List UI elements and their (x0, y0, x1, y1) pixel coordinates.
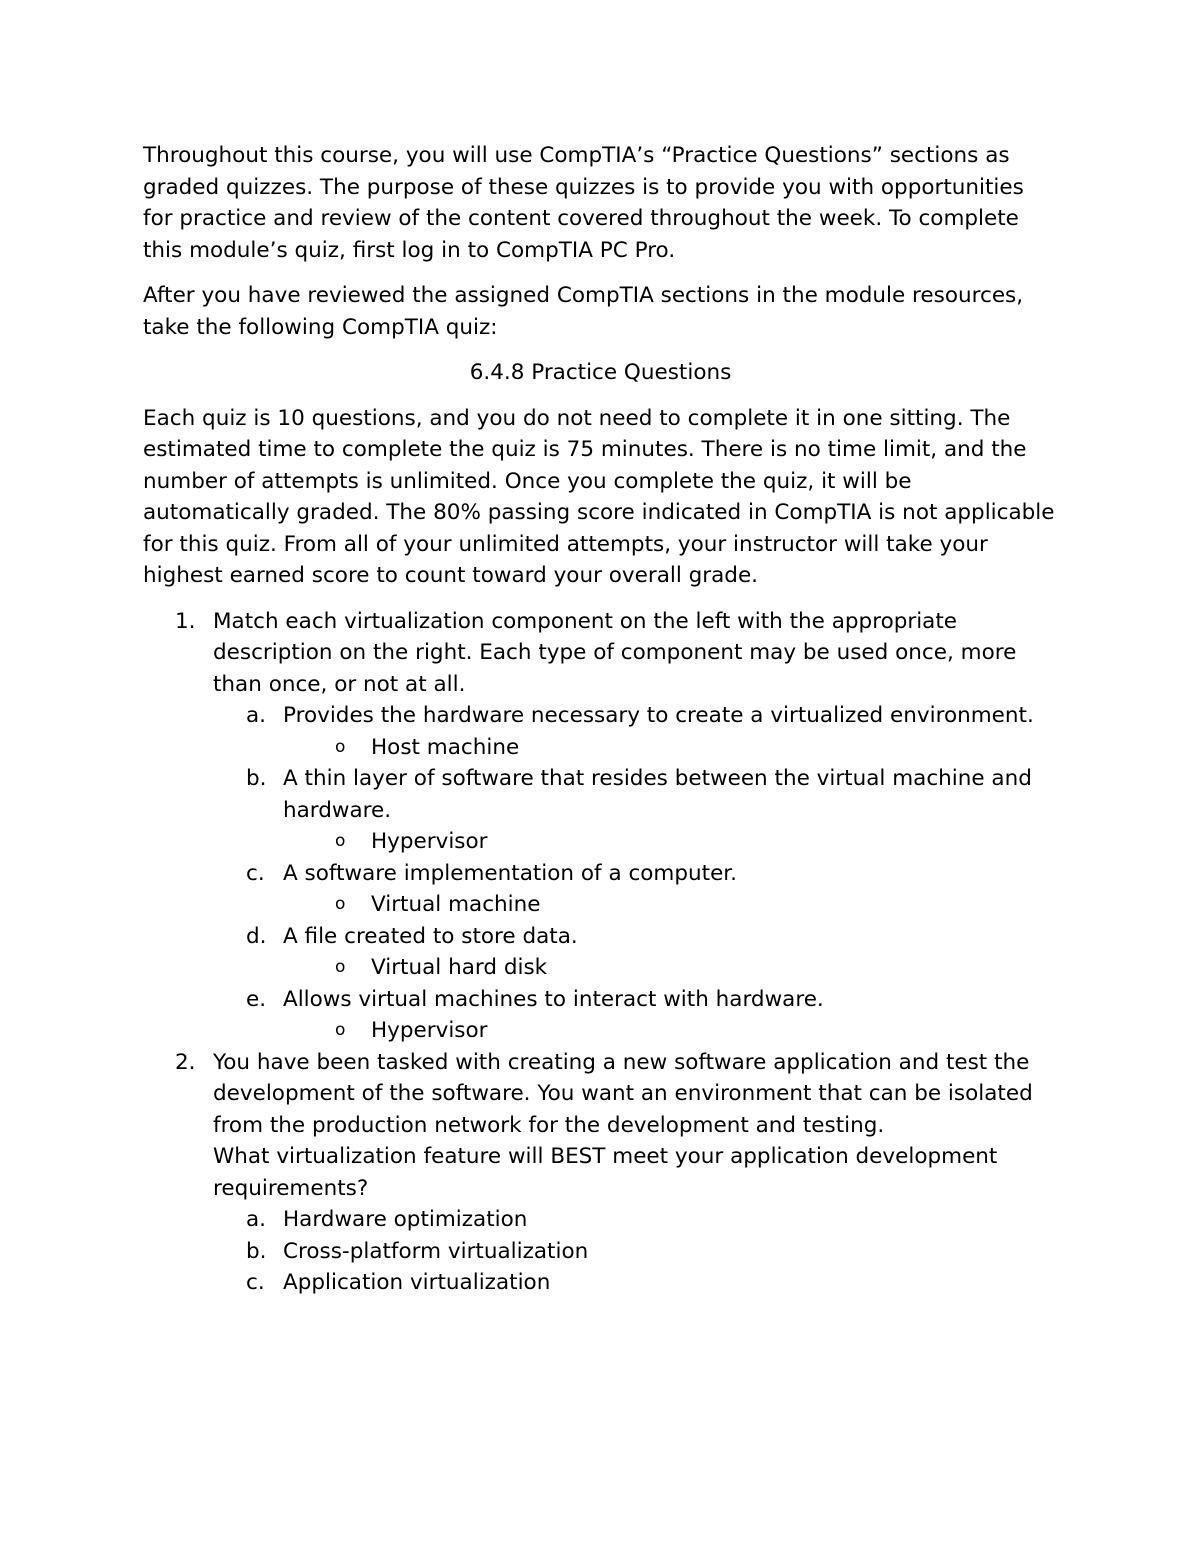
option-item (213, 763, 1058, 858)
question-list (143, 606, 1058, 1299)
instructions-paragraph: After you have reviewed the assigned CompTIA sections in the module resources, take the following CompTIA quiz: (143, 283, 1024, 340)
question-number: 1. (175, 608, 196, 634)
answer-text: Hypervisor (371, 1018, 488, 1043)
option-letter: b. (246, 1238, 267, 1264)
option-text: Provides the hardware necessary to create a virtualized environment. (283, 703, 1034, 728)
option-letter: b. (246, 766, 267, 791)
intro-paragraph: Throughout this course, you will use CompTIA’s “Practice Questions” sections as graded quizzes. The purpose of these quizzes is to provide you with opportunities for practice and review of the content covered throughout the week. To complete this module’s quiz, first log in to CompTIA PC Pro. (143, 143, 1024, 263)
option-item (213, 1236, 1058, 1268)
circle-bullet-icon: o (335, 736, 346, 757)
option-letter: e. (246, 986, 267, 1012)
answer-text: Host machine (371, 734, 520, 760)
option-text: Hardware optimization (283, 1207, 528, 1232)
answer-line (283, 732, 1058, 764)
option-item (213, 921, 1058, 984)
answer-line (283, 952, 1058, 984)
answer-text: Hypervisor (371, 829, 488, 854)
option-text: Cross-platform virtualization (283, 1238, 589, 1264)
document-page (143, 140, 1058, 1299)
option-letter: c. (246, 1270, 265, 1295)
option-text: A thin layer of software that resides between the virtual machine and hardware. (283, 766, 1032, 823)
question-text: You have been tasked with creating a new software application and test the development of the software. You want an environment that can be isolated from the production network for the development and testing. (213, 1049, 1033, 1138)
answer-line (283, 826, 1058, 858)
option-text: A software implementation of a computer. (283, 860, 738, 886)
question-2 (143, 1047, 1058, 1299)
quiz-details-paragraph: Each quiz is 10 questions, and you do not need to complete it in one sitting. The estimated time to complete the quiz is 75 minutes. There is no time limit, and the number of attempts is unlimited. Once you complete the quiz, it will be automatically graded. The 80% passing score indicated in CompTIA is not applicable for this quiz. From all of your unlimited attempts, your instructor will take your highest earned score to count toward your overall grade. (143, 405, 1055, 588)
option-item (213, 1267, 1058, 1299)
option-letter: c. (246, 860, 265, 886)
option-item (213, 984, 1058, 1047)
option-item (213, 700, 1058, 763)
answer-text: Virtual machine (371, 892, 541, 917)
option-letter: a. (246, 703, 267, 728)
option-letter: a. (246, 1207, 267, 1232)
option-list (213, 1204, 1058, 1299)
answer-line (283, 1015, 1058, 1047)
question-number: 2. (175, 1049, 196, 1075)
circle-bullet-icon: o (335, 831, 346, 851)
option-text: Allows virtual machines to interact with hardware. (283, 986, 824, 1012)
circle-bullet-icon: o (335, 1020, 346, 1040)
option-text: Application virtualization (283, 1270, 551, 1295)
circle-bullet-icon: o (335, 957, 346, 977)
question-text: Match each virtualization component on the left with the appropriate description on the right. Each type of component may be used once, more than once, or not at all. (213, 608, 1017, 697)
option-list (213, 700, 1058, 1047)
option-item (213, 1204, 1058, 1236)
answer-text: Virtual hard disk (371, 955, 548, 980)
answer-line (283, 889, 1058, 921)
option-text: A file created to store data. (283, 923, 578, 949)
question-1 (143, 606, 1058, 1047)
quiz-title: 6.4.8 Practice Questions (469, 360, 732, 385)
question-prompt: What virtualization feature will BEST meet your application development requirements? (213, 1144, 998, 1201)
option-item (213, 858, 1058, 921)
circle-bullet-icon: o (335, 894, 346, 914)
option-letter: d. (246, 923, 267, 949)
